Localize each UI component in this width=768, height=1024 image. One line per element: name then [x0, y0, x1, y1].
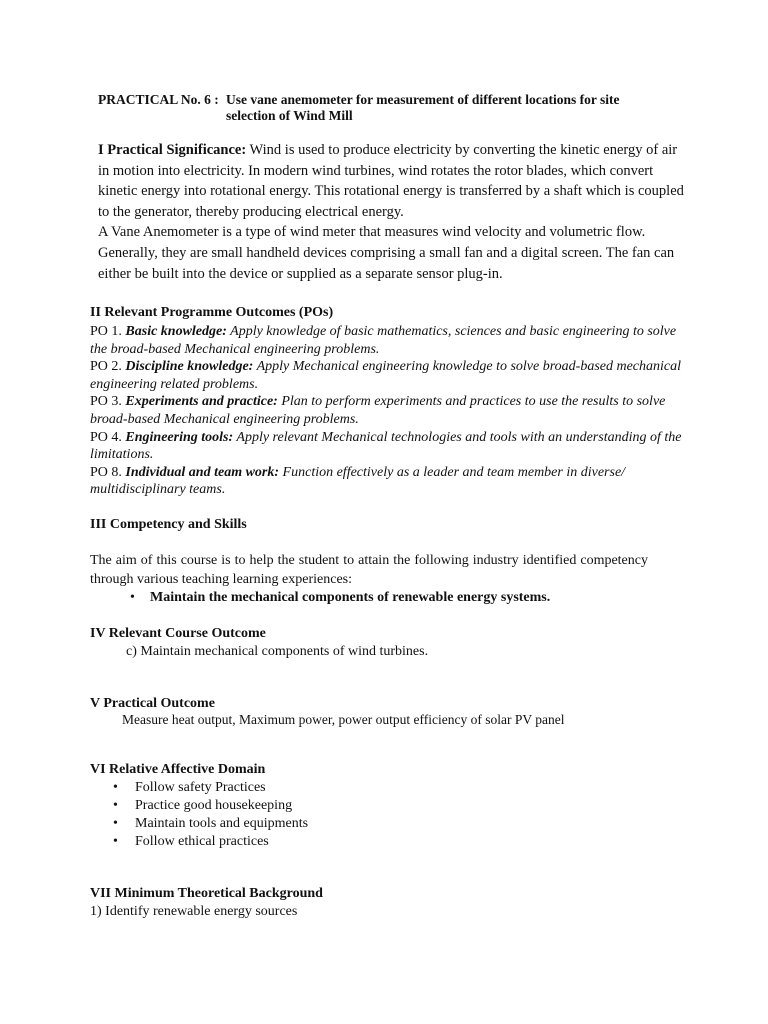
section-2-heading: II Relevant Programme Outcomes (POs): [90, 305, 334, 320]
list-item-text: Follow ethical practices: [135, 834, 269, 849]
po-term: Engineering tools:: [125, 429, 234, 445]
po-item: [90, 464, 690, 499]
practical-number: PRACTICAL No. 6 :: [98, 92, 219, 107]
po-description: Apply Mechanical engineering knowledge to solve broad-based mechanical engineering related problems.: [90, 359, 682, 392]
po-number: PO 3.: [90, 394, 126, 410]
bullet-icon: •: [113, 780, 118, 795]
section-4-heading: IV Relevant Course Outcome: [90, 626, 266, 641]
po-number: PO 8.: [90, 464, 126, 480]
title-line-2: selection of Wind Mill: [226, 108, 353, 123]
list-item: [113, 815, 308, 833]
po-number: PO 1.: [90, 324, 126, 339]
competency-paragraph: The aim of this course is to help the student to attain the following industry identified competency through various teaching learning experiences:: [90, 553, 648, 587]
bullet-icon: •: [130, 590, 135, 605]
list-item-text: Maintain tools and equipments: [135, 816, 309, 831]
title-line-1: Use vane anemometer for measurement of different locations for site: [226, 92, 620, 107]
programme-outcomes-list: [90, 323, 690, 499]
list-item-text: Practice good housekeeping: [135, 798, 293, 813]
competency-text: Maintain the mechanical components of renewable energy systems.: [150, 590, 551, 605]
po-term: Basic knowledge:: [125, 324, 227, 339]
list-item: [113, 833, 308, 851]
list-item: [113, 797, 308, 815]
significance-text-1: Wind is used to produce electricity by converting the kinetic energy of air in motion into electricity. In modern wind turbines, wind rotates the rotor blades, which convert kinetic energy into rotational energy. This rotational energy is transferred by a shaft which is coupled to the generator, thereby producing electrical energy.: [98, 142, 684, 220]
po-item: [90, 429, 690, 464]
po-description: Plan to perform experiments and practices to use the results to solve broad-based Mechanical engineering problems.: [90, 394, 666, 427]
po-item: [90, 393, 690, 428]
course-outcome-text: c) Maintain mechanical components of wind turbines.: [126, 644, 429, 659]
po-description: Apply knowledge of basic mathematics, sciences and basic engineering to solve the broad-based Mechanical engineering problems.: [90, 324, 677, 357]
po-item: [90, 323, 690, 358]
list-item: [113, 779, 308, 797]
section-5-heading: V Practical Outcome: [90, 696, 215, 711]
list-item-text: Follow safety Practices: [135, 780, 266, 795]
competency-bullet: [130, 590, 550, 606]
significance-paragraph-1: [98, 140, 684, 222]
po-description: Apply relevant Mechanical technologies and tools with an understanding of the limitations.: [90, 429, 682, 463]
section-7-heading: VII Minimum Theoretical Background: [90, 886, 323, 901]
po-description: Function effectively as a leader and team member in diverse/ multidisciplinary teams.: [90, 464, 626, 498]
practical-title: [98, 92, 620, 124]
section-practical-significance: [98, 140, 684, 284]
po-term: Individual and team work:: [125, 464, 280, 480]
affective-domain-list: [113, 779, 308, 851]
bullet-icon: •: [113, 816, 118, 831]
practical-outcome-text: Measure heat output, Maximum power, power output efficiency of solar PV panel: [122, 712, 565, 727]
section-6-heading: VI Relative Affective Domain: [90, 762, 266, 777]
po-number: PO 2.: [90, 359, 126, 375]
po-item: [90, 358, 690, 393]
po-term: Discipline knowledge:: [125, 359, 254, 375]
theory-item-text: 1) Identify renewable energy sources: [90, 904, 298, 919]
po-number: PO 4.: [90, 429, 126, 445]
bullet-icon: •: [113, 834, 118, 849]
bullet-icon: •: [113, 798, 118, 813]
significance-paragraph-2: A Vane Anemometer is a type of wind meter that measures wind velocity and volumetric flow. Generally, they are small handheld devices comprising a small fan and a digital screen. The fan can either be built into the device or supplied as a separate sensor plug-in.: [98, 224, 675, 282]
po-term: Experiments and practice:: [125, 394, 278, 410]
section-1-heading: I Practical Significance:: [98, 142, 247, 158]
section-3-heading: III Competency and Skills: [90, 517, 247, 532]
